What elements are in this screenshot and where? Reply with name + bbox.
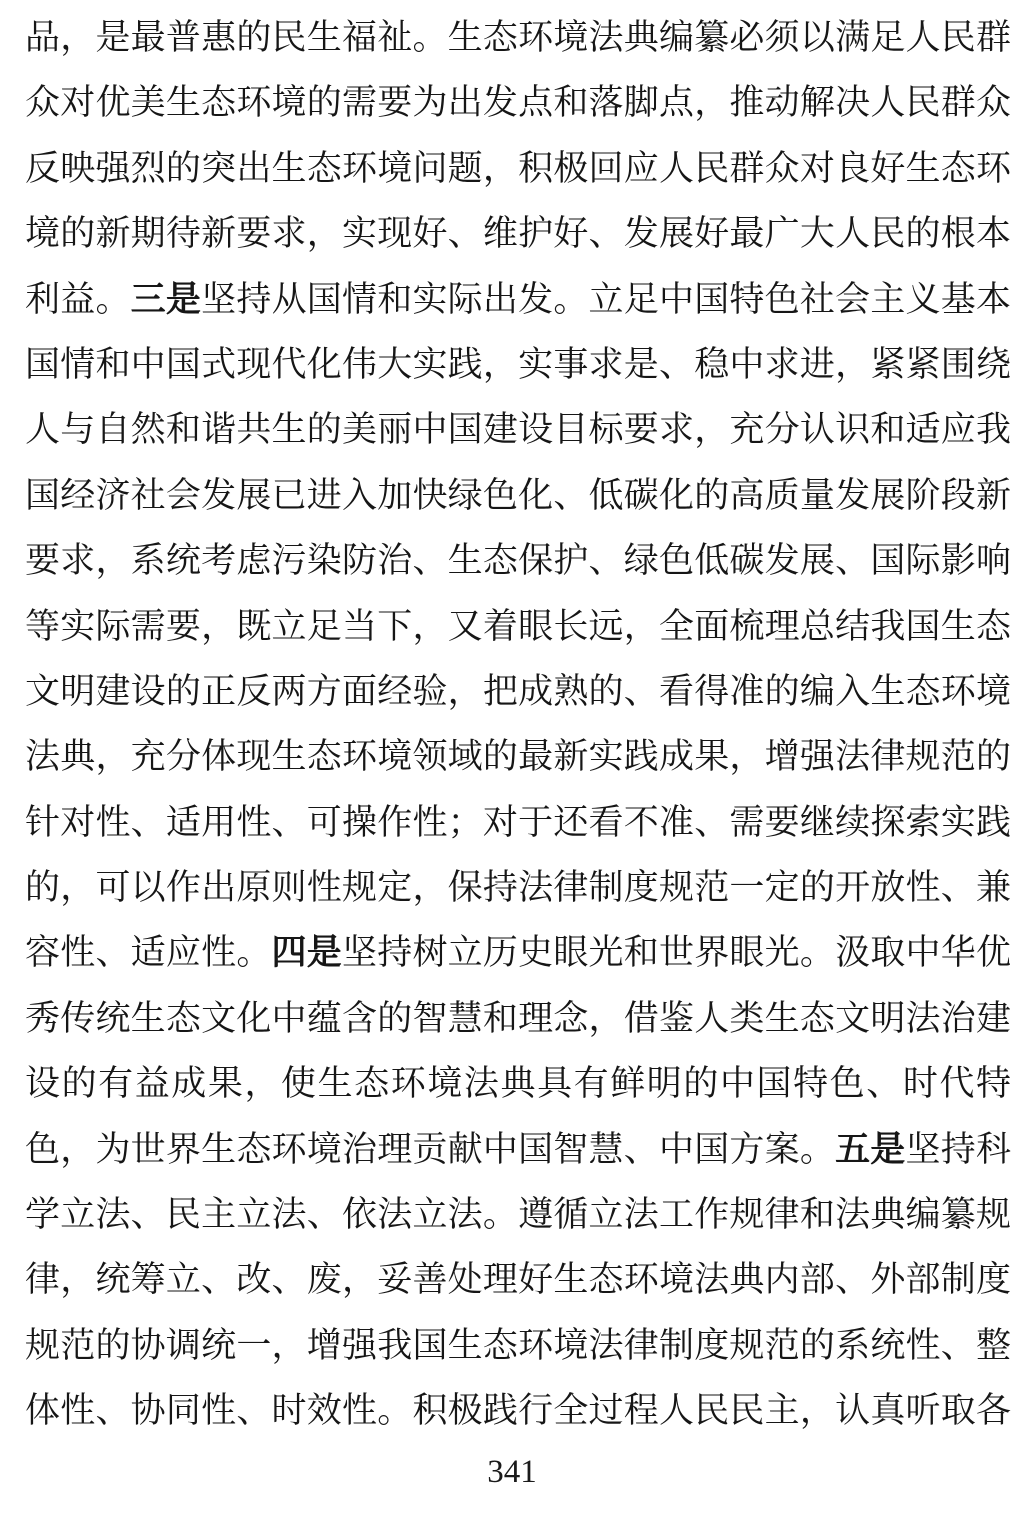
text-segment: 坚持科	[905, 1129, 1011, 1169]
text-segment: 设的有益成果，使生态环境法典具有鲜明的中国特色、时代特	[25, 1064, 1011, 1104]
text-line	[25, 594, 1011, 659]
text-line	[25, 1182, 1011, 1247]
text-segment: 国经济社会发展已进入加快绿色化、低碳化的高质量发展阶段新	[25, 475, 1011, 515]
text-segment: 等实际需要，既立足当下，又着眼长远，全面梳理总结我国生态	[25, 606, 1011, 646]
text-line	[25, 1051, 1011, 1116]
text-line	[25, 1247, 1011, 1312]
text-segment: 反映强烈的突出生态环境问题，积极回应人民群众对良好生态环	[25, 148, 1011, 188]
text-segment: 秀传统生态文化中蕴含的智慧和理念，借鉴人类生态文明法治建	[25, 998, 1011, 1038]
text-segment: 的，可以作出原则性规定，保持法律制度规范一定的开放性、兼	[25, 868, 1011, 908]
text-segment: 坚持从国情和实际出发。立足中国特色社会主义基本	[201, 279, 1011, 319]
text-segment: 色，为世界生态环境治理贡献中国智慧、中国方案。	[25, 1129, 836, 1169]
text-line	[25, 1378, 1011, 1443]
text-line	[25, 790, 1011, 855]
text-segment: 律，统筹立、改、废，妥善处理好生态环境法典内部、外部制度	[25, 1260, 1011, 1300]
text-line	[25, 1117, 1011, 1182]
text-line	[25, 201, 1011, 266]
text-segment: 品，是最普惠的民生福祉。生态环境法典编纂必须以满足人民群	[25, 18, 1011, 57]
text-line	[25, 986, 1011, 1051]
text-line	[25, 136, 1011, 201]
text-segment: 规范的协调统一，增强我国生态环境法律制度规范的系统性、整	[25, 1325, 1011, 1365]
text-line	[25, 332, 1011, 397]
text-segment: 国情和中国式现代化伟大实践，实事求是、稳中求进，紧紧围绕	[25, 344, 1011, 384]
text-line	[25, 1313, 1011, 1378]
text-line	[25, 659, 1011, 724]
text-segment: 境的新期待新要求，实现好、维护好、发展好最广大人民的根本	[25, 214, 1011, 254]
text-segment: 文明建设的正反两方面经验，把成熟的、看得准的编入生态环境	[25, 671, 1011, 711]
text-line	[25, 267, 1011, 332]
text-segment: 法典，充分体现生态环境领域的最新实践成果，增强法律规范的	[25, 737, 1011, 777]
text-segment: 众对优美生态环境的需要为出发点和落脚点，推动解决人民群众	[25, 83, 1011, 123]
text-line	[25, 724, 1011, 789]
text-segment: 坚持树立历史眼光和世界眼光。汲取中华优	[342, 933, 1011, 973]
text-segment: 容性、适应性。	[25, 933, 272, 973]
text-line	[25, 528, 1011, 593]
text-segment: 针对性、适用性、可操作性；对于还看不准、需要继续探索实践	[25, 802, 1011, 842]
bold-run: 五是	[835, 1129, 906, 1169]
text-segment: 要求，系统考虑污染防治、生态保护、绿色低碳发展、国际影响	[25, 541, 1011, 581]
text-line	[25, 855, 1011, 920]
text-segment: 体性、协同性、时效性。积极践行全过程人民民主，认真听取各	[25, 1391, 1011, 1431]
text-segment: 学立法、民主立法、依法立法。遵循立法工作规律和法典编纂规	[25, 1195, 1011, 1235]
text-line	[25, 70, 1011, 135]
text-line	[25, 5, 1011, 70]
page-number: 341	[487, 1453, 537, 1490]
text-line	[25, 463, 1011, 528]
text-line	[25, 920, 1011, 985]
bold-run: 四是	[271, 933, 342, 973]
bold-run: 三是	[130, 279, 202, 319]
text-segment: 利益。	[25, 279, 131, 319]
text-segment: 人与自然和谐共生的美丽中国建设目标要求，充分认识和适应我	[25, 410, 1011, 450]
text-line	[25, 397, 1011, 462]
